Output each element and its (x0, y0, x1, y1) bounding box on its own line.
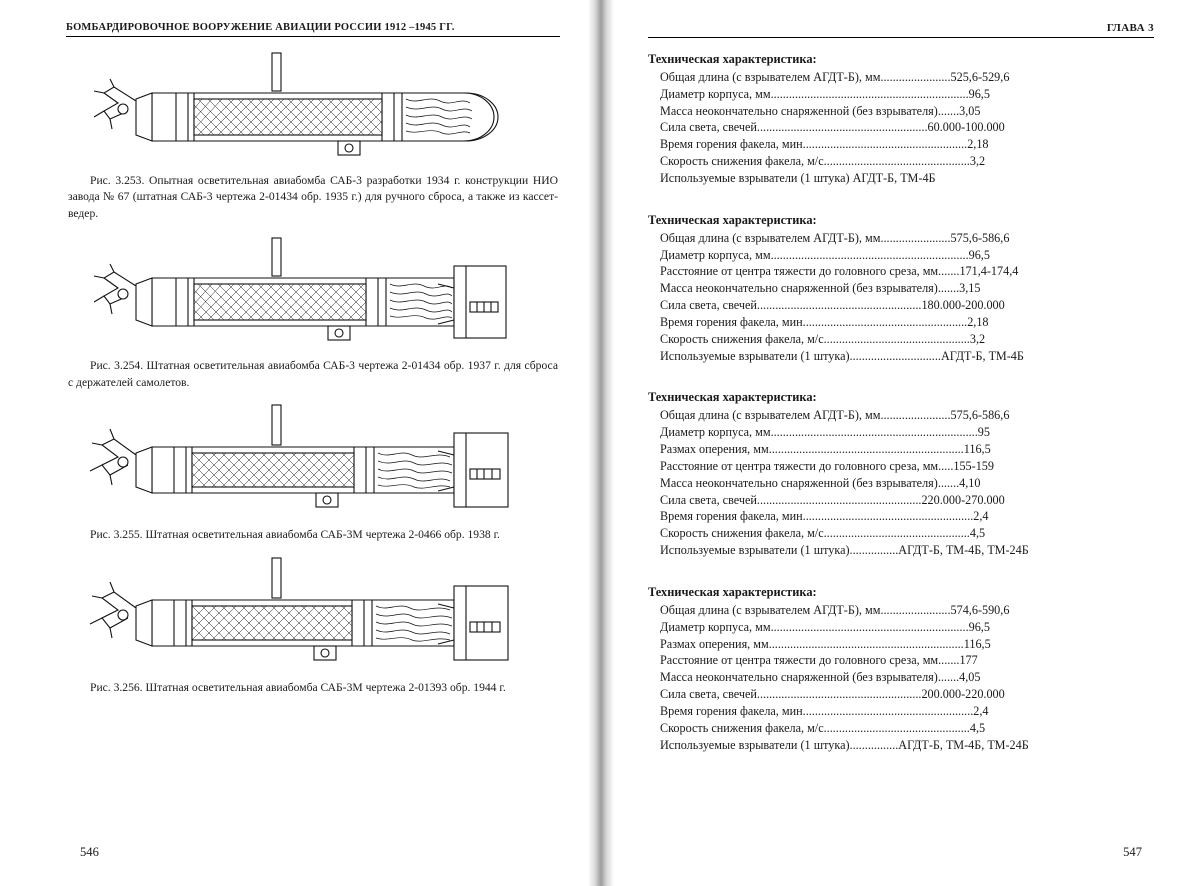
spec-line: Масса неокончательно снаряженной (без взрывателя).......3,05 (660, 103, 981, 118)
spec-line: Общая длина (с взрывателем АГДТ-Б), мм.......................575,6-586,6 (660, 230, 1010, 245)
spec-line: Скорость снижения факела, м/с................................................4,5 (660, 526, 986, 541)
page-number-right: 547 (1123, 845, 1142, 859)
spec-line: Диаметр корпуса, мм.................................................................96,5 (660, 247, 990, 262)
spec-line: Диаметр корпуса, мм.................................................................96,5 (660, 619, 990, 634)
spec-line: Используемые взрыватели (1 штука) АГДТ-Б, ТМ-4Б (660, 170, 936, 185)
spec-line: Скорость снижения факела, м/с................................................3,2 (660, 331, 986, 346)
spec-line: Сила света, свечей........................................................60.000-100.000 (660, 120, 1005, 135)
spec-line: Масса неокончательно снаряженной (без взрывателя).......4,05 (660, 670, 981, 685)
spec-line: Общая длина (с взрывателем АГДТ-Б), мм.......................525,6-529,6 (660, 70, 1010, 84)
spec-line: Используемые взрыватели (1 штука)................АГДТ-Б, ТМ-4Б, ТМ-24Б (660, 543, 1029, 558)
figure-block-2 (66, 228, 560, 391)
bomb-diagram-sab3m-1938 (66, 397, 556, 515)
spec-block-2 (648, 213, 1154, 365)
spec-title: Техническая характеристика: (648, 390, 817, 405)
running-head-left: БОМБАРДИРОВОЧНОЕ ВООРУЖЕНИЕ АВИАЦИИ РОССИИ 1912 –1945 ГГ. (66, 22, 455, 33)
spec-line: Время горения факела, мин......................................................2,18 (660, 314, 989, 329)
bomb-diagram-sab3-1934 (66, 43, 556, 161)
spec-title: Техническая характеристика: (648, 52, 817, 66)
header-rule-right (648, 37, 1154, 38)
spec-line: Сила света, свечей......................................................180.000-200.000 (660, 298, 1005, 313)
spec-line: Используемые взрыватели (1 штука)................АГДТ-Б, ТМ-4Б, ТМ-24Б (660, 737, 1029, 752)
spec-line: Сила света, свечей......................................................220.000-270.000 (660, 492, 1005, 507)
spec-line: Размах оперения, мм................................................................116,5 (660, 636, 991, 651)
spec-block-4 (648, 585, 1154, 753)
spec-line: Скорость снижения факела, м/с................................................3,2 (660, 154, 986, 169)
figure-caption-1: Рис. 3.253. Опытная осветительная авиабомба САБ-3 разработки 1934 г. конструкции НИО завода № 67 (штатная САБ-3 чертежа 2-01434 обр. 1935 г.) для ручного сброса, а также из кассет-ведер. (68, 174, 558, 220)
spec-line: Расстояние от центра тяжести до головного среза, мм.......171,4-174,4 (660, 264, 1019, 279)
running-head-right: ГЛАВА 3 (1106, 22, 1154, 34)
figure-block-4 (66, 550, 560, 696)
spec-block-1 (648, 52, 1154, 187)
spec-title: Техническая характеристика: (648, 584, 817, 599)
spec-line: Скорость снижения факела, м/с................................................4,5 (660, 720, 986, 735)
page-number-left: 546 (80, 845, 99, 859)
spec-line: Масса неокончательно снаряженной (без взрывателя).......4,10 (660, 475, 981, 490)
spec-line: Общая длина (с взрывателем АГДТ-Б), мм.......................574,6-590,6 (660, 602, 1010, 617)
spec-line: Диаметр корпуса, мм....................................................................95 (660, 425, 990, 440)
right-page (600, 0, 1200, 886)
spec-line: Расстояние от центра тяжести до головного среза, мм.......177 (660, 653, 978, 668)
spec-title: Техническая характеристика: (648, 212, 817, 227)
spec-line: Размах оперения, мм................................................................116,5 (660, 442, 991, 457)
figure-caption-3: Рис. 3.255. Штатная осветительная авиабомба САБ-3М чертежа 2-0466 обр. 1938 г. (90, 528, 500, 542)
spec-line: Диаметр корпуса, мм.................................................................96,5 (660, 86, 990, 101)
figure-caption-2: Рис. 3.254. Штатная осветительная авиабомба САБ-3 чертежа 2-01434 обр. 1937 г. для сброса с держателей самолетов. (68, 359, 558, 389)
header-rule-left (66, 36, 560, 37)
spec-line: Время горения факела, мин........................................................2,4 (660, 703, 989, 718)
spec-line: Общая длина (с взрывателем АГДТ-Б), мм.......................575,6-586,6 (660, 408, 1010, 423)
spec-line: Используемые взрыватели (1 штука)..............................АГДТ-Б, ТМ-4Б (660, 348, 1024, 363)
spec-line: Сила света, свечей......................................................200.000-220.000 (660, 687, 1005, 702)
spec-line: Расстояние от центра тяжести до головного среза, мм.....155-159 (660, 458, 994, 473)
spec-line: Время горения факела, мин......................................................2,18 (660, 137, 989, 152)
spec-line: Масса неокончательно снаряженной (без взрывателя).......3,15 (660, 281, 981, 296)
spec-line: Время горения факела, мин........................................................2,4 (660, 509, 989, 524)
bomb-diagram-sab3m-1944 (66, 550, 556, 668)
bomb-diagram-sab3-1937 (66, 228, 556, 346)
figure-block-1 (66, 43, 560, 222)
figure-block-3 (66, 397, 560, 543)
figure-caption-4: Рис. 3.256. Штатная осветительная авиабомба САБ-3М чертежа 2-01393 обр. 1944 г. (90, 680, 506, 694)
spec-block-3 (648, 390, 1154, 558)
